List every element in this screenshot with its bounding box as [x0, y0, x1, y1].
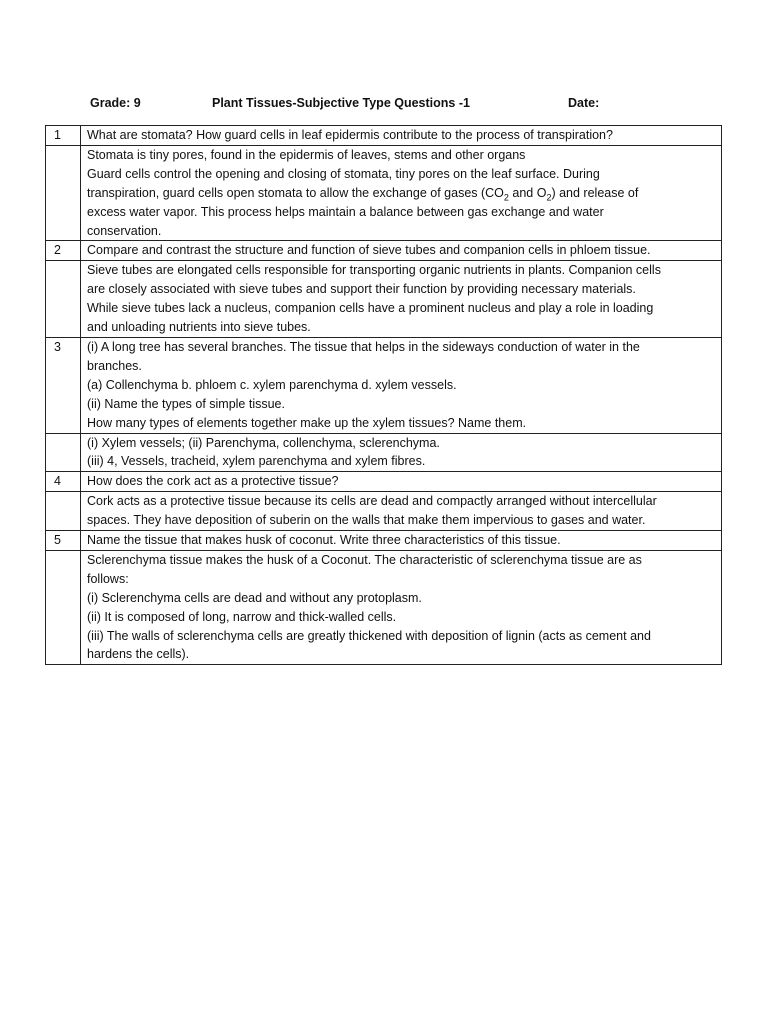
question-line: What are stomata? How guard cells in leaf epidermis contribute to the process of transpiration?	[87, 128, 613, 142]
answer-line: (ii) It is composed of long, narrow and thick-walled cells.	[87, 609, 397, 624]
question-line: How does the cork act as a protective tissue?	[87, 474, 339, 489]
question-text	[81, 531, 722, 551]
answer-line: excess water vapor. This process helps maintain a balance between gas exchange and water	[87, 204, 604, 219]
answer-line: Stomata is tiny pores, found in the epidermis of leaves, stems and other organs	[87, 147, 526, 162]
answer-text	[81, 550, 722, 664]
answer-row	[46, 145, 722, 241]
answer-line: and unloading nutrients into sieve tubes.	[87, 320, 311, 335]
question-row	[46, 337, 722, 433]
question-line: How many types of elements together make up the xylem tissues? Name them.	[87, 415, 527, 430]
answer-line: While sieve tubes lack a nucleus, companion cells have a prominent nucleus and play a role in loading	[87, 301, 654, 316]
answer-text	[81, 433, 722, 472]
question-text	[81, 241, 722, 261]
question-line: (a) Collenchyma b. phloem c. xylem parenchyma d. xylem vessels.	[87, 377, 457, 392]
answer-line: Cork acts as a protective tissue because its cells are dead and compactly arranged without intercellular	[87, 494, 657, 509]
question-line: Name the tissue that makes husk of coconut. Write three characteristics of this tissue.	[87, 533, 561, 548]
question-line: (ii) Name the types of simple tissue.	[87, 396, 285, 411]
question-number: 4	[46, 472, 81, 492]
question-row	[46, 126, 722, 146]
worksheet-title: Plant Tissues-Subjective Type Questions -1	[212, 96, 470, 110]
answer-line: Sieve tubes are elongated cells responsible for transporting organic nutrients in plants. Companion cells	[87, 263, 661, 278]
answer-text	[81, 145, 722, 241]
answer-line: spaces. They have deposition of suberin on the walls that make them impervious to gases and water.	[87, 513, 646, 528]
answer-line: are closely associated with sieve tubes and support their function by providing necessary materials.	[87, 282, 636, 297]
answer-number-cell	[46, 492, 81, 531]
answer-line	[87, 184, 717, 203]
grade-label: Grade: 9	[90, 96, 141, 110]
answer-segment: ) and release of	[551, 185, 639, 200]
answer-row	[46, 492, 722, 531]
answer-number-cell	[46, 433, 81, 472]
answer-line: (i) Xylem vessels; (ii) Parenchyma, collenchyma, sclerenchyma.	[87, 435, 440, 450]
question-number: 1	[46, 126, 81, 146]
answer-number-cell	[46, 261, 81, 338]
answer-row	[46, 261, 722, 338]
question-line: branches.	[87, 358, 142, 373]
question-line: (i) A long tree has several branches. The tissue that helps in the sideways conduction of water in the	[87, 339, 640, 354]
question-number: 5	[46, 531, 81, 551]
answer-number-cell	[46, 145, 81, 241]
answer-number-cell	[46, 550, 81, 664]
answer-row	[46, 550, 722, 664]
question-number: 3	[46, 337, 81, 433]
question-text	[81, 472, 722, 492]
answer-line: Guard cells control the opening and closing of stomata, tiny pores on the leaf surface. During	[87, 166, 600, 181]
answer-text	[81, 261, 722, 338]
answer-line: conservation.	[87, 223, 162, 238]
answer-line: hardens the cells).	[87, 647, 190, 662]
question-row	[46, 472, 722, 492]
question-row	[46, 241, 722, 261]
answer-text	[81, 492, 722, 531]
subscript: 2	[546, 192, 552, 203]
worksheet-header	[0, 94, 768, 112]
date-label: Date:	[568, 96, 600, 110]
answer-line: (i) Sclerenchyma cells are dead and without any protoplasm.	[87, 590, 422, 605]
question-number: 2	[46, 241, 81, 261]
answer-line: (iii) 4, Vessels, tracheid, xylem parenchyma and xylem fibres.	[87, 454, 426, 469]
questions-table	[45, 125, 722, 665]
question-text	[81, 337, 722, 433]
answer-line: follows:	[87, 571, 129, 586]
answer-row	[46, 433, 722, 472]
question-text	[81, 126, 722, 146]
question-line: Compare and contrast the structure and function of sieve tubes and companion cells in phloem tissue.	[87, 243, 651, 258]
question-row	[46, 531, 722, 551]
answer-line: (iii) The walls of sclerenchyma cells are greatly thickened with deposition of lignin (acts as cement and	[87, 628, 651, 643]
answer-segment: and O	[508, 185, 547, 200]
answer-line: Sclerenchyma tissue makes the husk of a Coconut. The characteristic of sclerenchyma tissue are as	[87, 552, 642, 567]
answer-segment: transpiration, guard cells open stomata to allow the exchange of gases (CO	[87, 185, 504, 200]
subscript: 2	[503, 192, 509, 203]
